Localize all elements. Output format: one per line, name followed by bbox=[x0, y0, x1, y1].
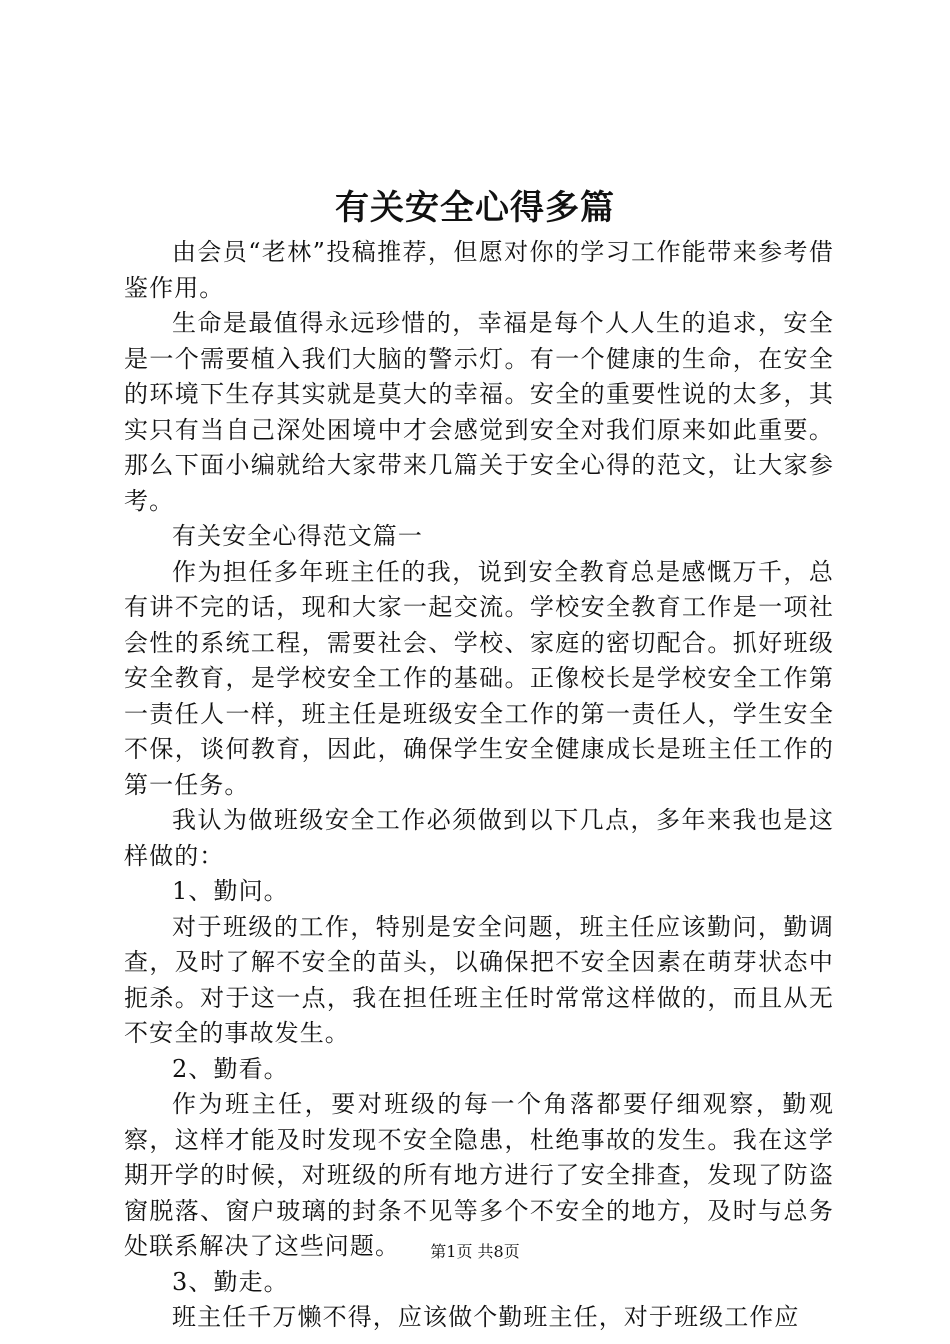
document-body bbox=[124, 235, 834, 1336]
document-title: 有关安全心得多篇 bbox=[335, 188, 615, 228]
paragraph: 作为担任多年班主任的我，说到安全教育总是感慨万千，总有讲不完的话，现和大家一起交流。学校安全教育工作是一项社会性的系统工程，需要社会、学校、家庭的密切配合。抓好班级安全教育，是学校安全工作的基础。正像校长是学校安全工作第一责任人一样，班主任是班级安全工作的第一责任人，学生安全不保，谈何教育，因此，确保学生安全健康成长是班主任工作的第一任务。 bbox=[124, 557, 834, 799]
paragraph-preface: 生命是最值得永远珍惜的，幸福是每个人人生的追求，安全是一个需要植入我们大脑的警示灯。有一个健康的生命，在安全的环境下生存其实就是莫大的幸福。安全的重要性说的太多，其实只有当自己深处困境中才会感觉到安全对我们原来如此重要。那么下面小编就给大家带来几篇关于安全心得的范文，让大家参考。 bbox=[124, 309, 834, 515]
paragraph-intro: 由会员“老林”投稿推荐，但愿对你的学习工作能带来参考借鉴作用。 bbox=[124, 238, 834, 302]
paragraph: 作为班主任，要对班级的每一个角落都要仔细观察，勤观察，这样才能及时发现不安全隐患，杜绝事故的发生。我在这学期开学的时候，对班级的所有地方进行了安全排查，发现了防盗窗脱落、窗户玻璃的封条不见等多个不安全的地方，及时与总务处联系解决了这些问题。 bbox=[124, 1090, 834, 1260]
list-heading: 1、勤问。 bbox=[172, 877, 289, 905]
paragraph: 我认为做班级安全工作必须做到以下几点，多年来我也是这样做的： bbox=[124, 806, 834, 870]
list-heading: 2、勤看。 bbox=[172, 1054, 289, 1083]
section-heading: 有关安全心得范文篇一 bbox=[172, 522, 423, 550]
page-number: 第1页 共8页 bbox=[430, 1242, 520, 1261]
paragraph: 对于班级的工作，特别是安全问题，班主任应该勤问，勤调查，及时了解不安全的苗头，以确保把不安全因素在萌芽状态中扼杀。对于这一点，我在担任班主任时常常这样做的，而且从无不安全的事故发生。 bbox=[124, 912, 834, 1047]
list-heading: 3、勤走。 bbox=[172, 1267, 289, 1296]
paragraph: 班主任千万懒不得，应该做个勤班主任，对于班级工作应 bbox=[172, 1303, 800, 1331]
